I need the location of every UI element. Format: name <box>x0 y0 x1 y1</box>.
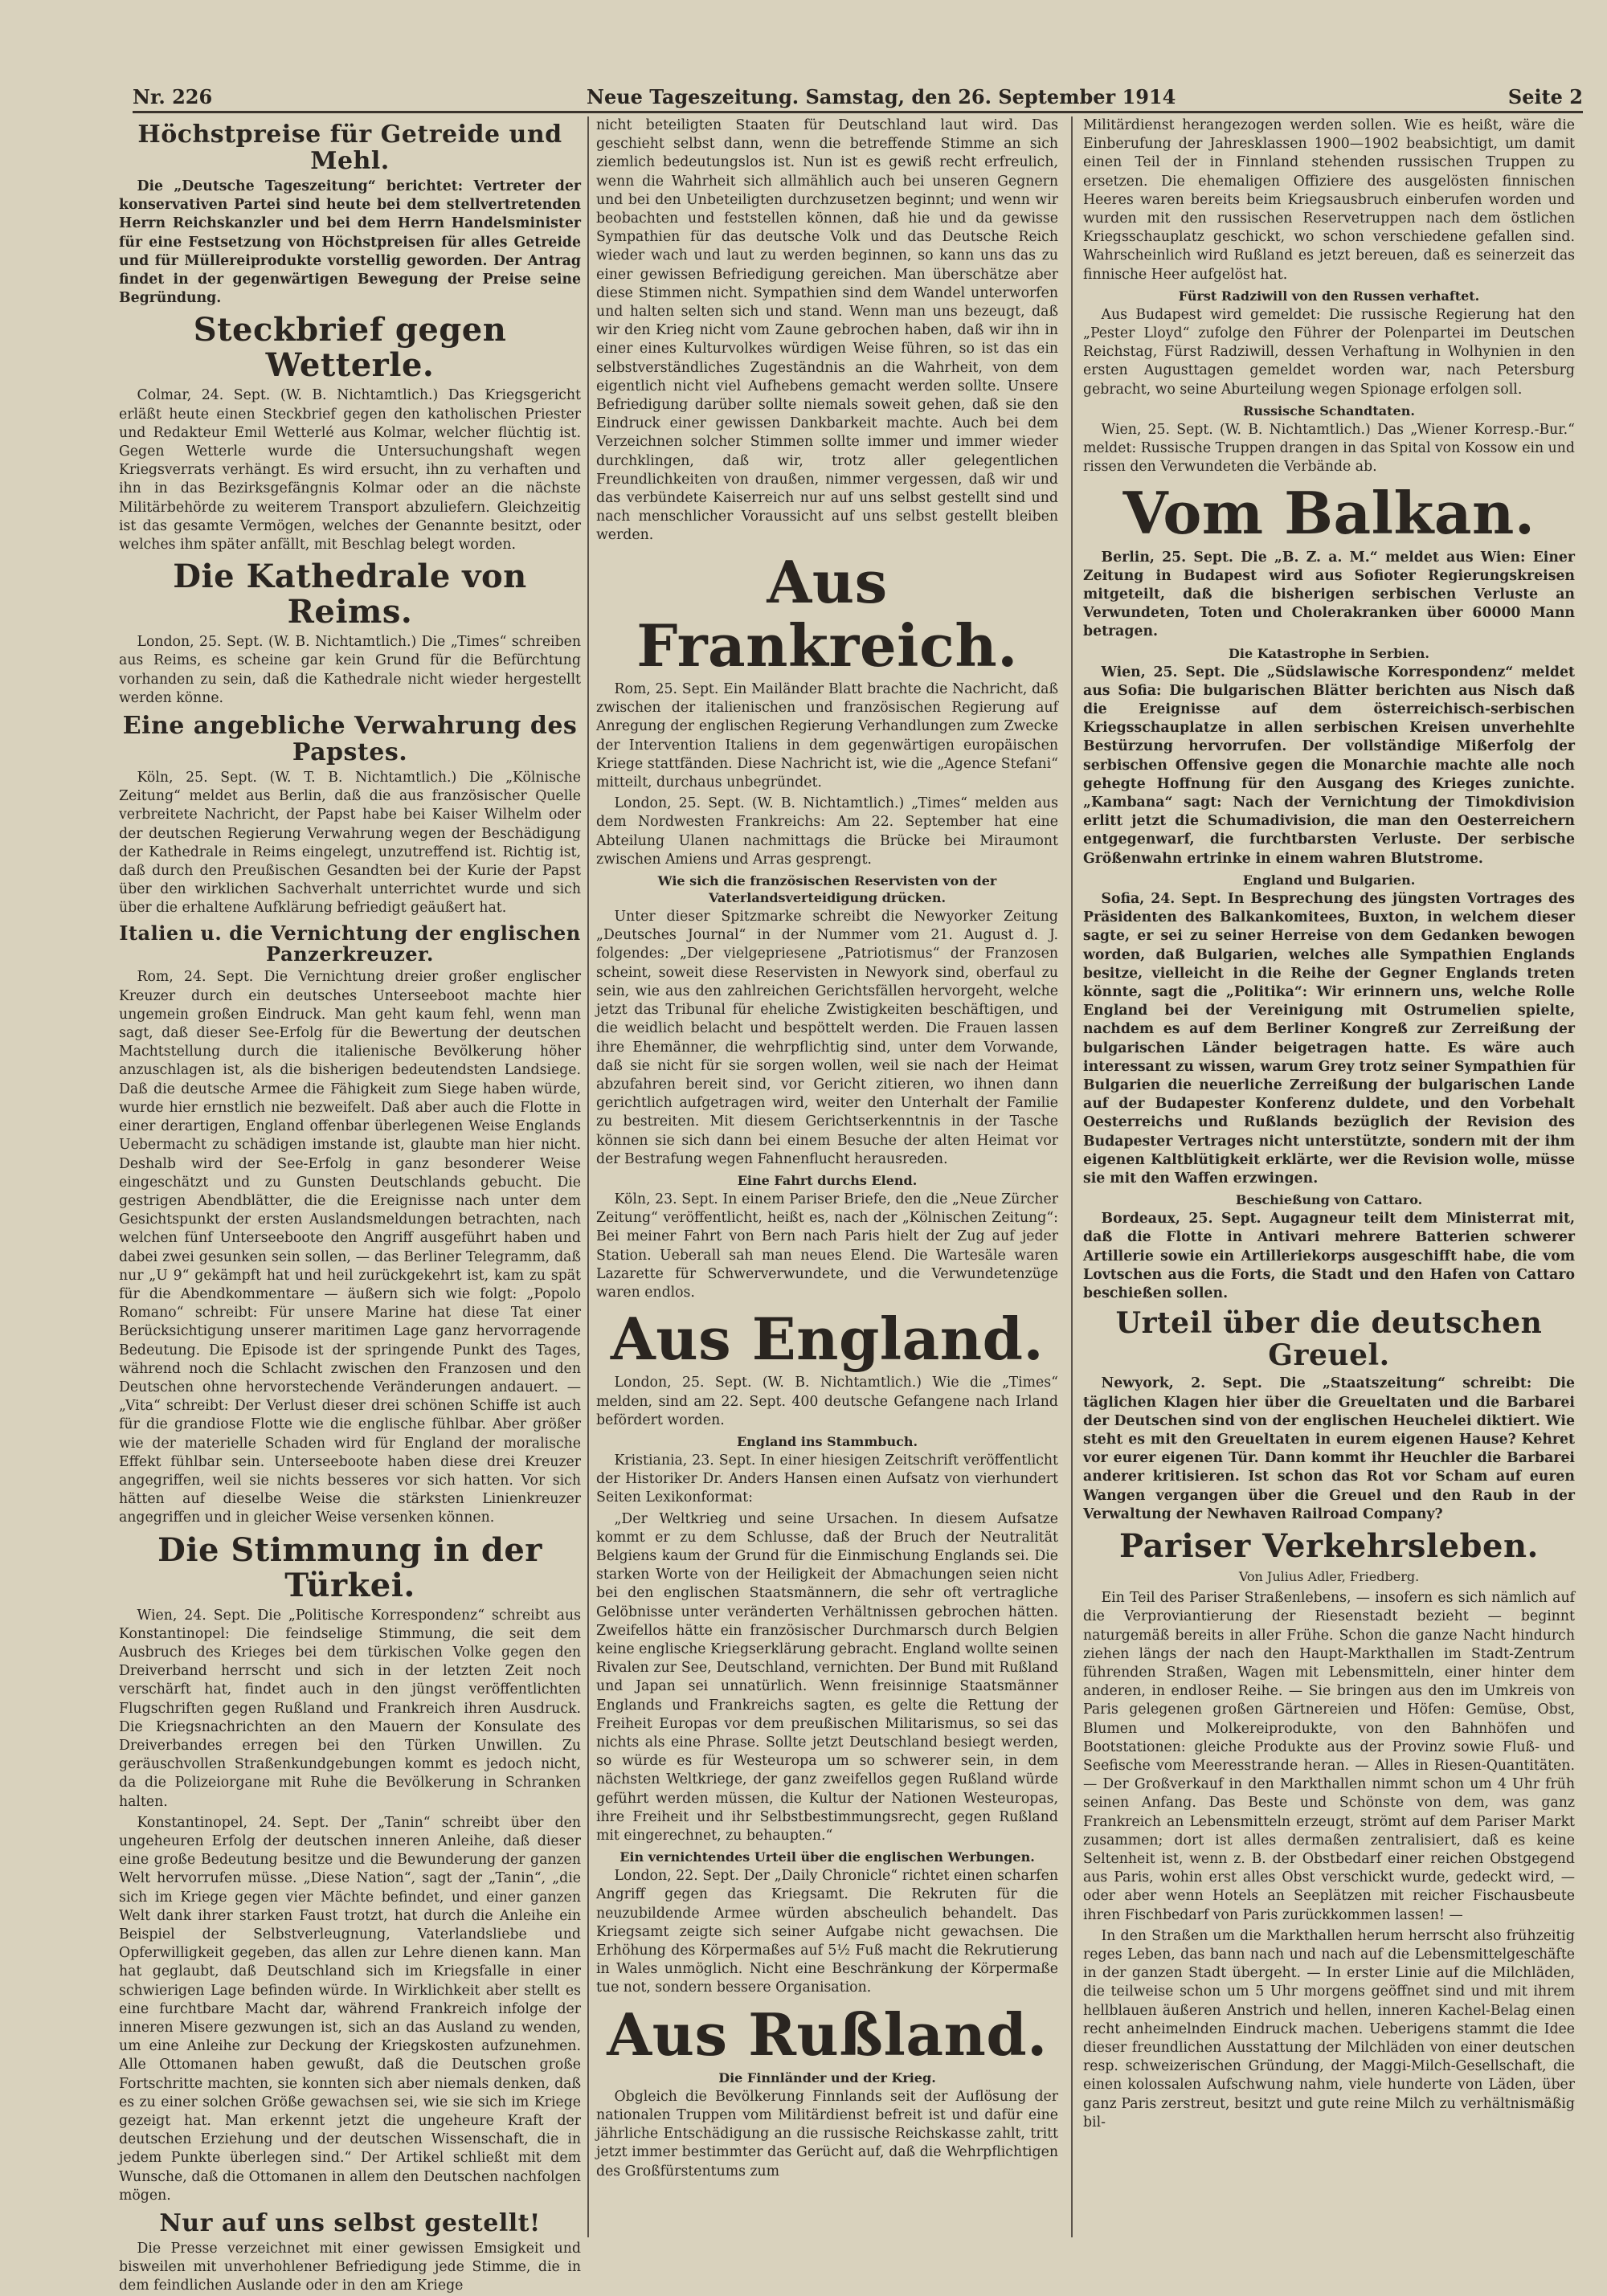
article-paragraph: Unter dieser Spitzmarke schreibt die Newyorker Zeitung „Deutsches Journal“ in der Nummer vom 21. August d. J. folgendes: „Der vielgepriesene „Patriotismus“ der Franzosen scheint, soweit diese Reservisten in Newyork sind, oberfaul zu sein, wie aus den zahlreichen Gerichtsfällen hervorgeht, welche jetzt das Tribunal für eheliche Zwistigkeiten beschäftigen, und die weidlich belacht und bespöttelt werden. Die Frauen lassen ihre Ehemänner, die wehrpflichtig sind, unter dem Vorwande, daß sie nicht für sie sorgen wollen, weil sie nach der Heimat abzufahren bereit sind, vor Gericht zitieren, wo ihnen dann gerichtlich aufgetragen wird, weiter den Unterhalt der Familie zu bestreiten. Mit diesem Gerichtserkenntnis in der Tasche können sie sich dann bei einem Besuche der alten Heimat vor der Bestrafung wegen Fahnenflucht herausreden. <box>596 909 1058 1167</box>
article-headline: Pariser Verkehrsleben. <box>1119 1526 1539 1565</box>
article-paragraph: Berlin, 25. Sept. Die „B. Z. a. M.“ meldet aus Wien: Einer Zeitung in Budapest wird aus Sofioter Regierungskreisen mitgeteilt, daß die bisherigen serbischen Verluste an Verwundeten, Toten und Cholerakranken über 60000 Mann betragen. <box>1083 549 1575 640</box>
article-subheading: Wie sich die französischen Reservisten von der Vaterlandsverteidigung drücken. <box>657 873 997 906</box>
article-paragraph: Wien, 25. Sept. Die „Südslawische Korrespondenz“ meldet aus Sofia: Die bulgarischen Blätter berichten aus Nisch daß die Ereignisse auf dem österreichisch-serbischen Kriegsschauplatze in allen serbischen Kreisen unverhehlte Bestürzung hervorrufen. Der vollständige Mißerfolg der serbischen Offensive gegen die Monarchie machte alle noch gehegte Hoffnung für den Ausgang des Krieges zunichte. „Kambana“ sagt: Nach der Vernichtung der Timokdivision erlitt jetzt die Schumadivision, die man den Oesterreichern entgegenwarf, die furchtbarsten Verluste. Der serbische Größenwahn ertrinke in einem wahren Blutstrome. <box>1083 664 1575 867</box>
article-paragraph: Colmar, 24. Sept. (W. B. Nichtamtlich.) Das Kriegsgericht erläßt heute einen Steckbrief gegen den katholischen Priester und Redakteur Emil Wetterlé aus Kolmar, welcher flüchtig ist. Gegen Wetterle wurde die Untersuchungshaft wegen Kriegsverrats verhängt. Es wird ersucht, ihn zu verhaften und ihn in das Bezirksgefängnis Kolmar oder an die nächste Militärbehörde zu weiterem Transport abzuliefern. Gleichzeitig ist das gesamte Vermögen, welches der Genannte besitzt, oder welches ihm später anfällt, mit Beschlag belegt worden. <box>119 387 581 554</box>
article-subheading: Russische Schandtaten. <box>1243 402 1415 419</box>
article-headline: Italien u. die Vernichtung der englischen Panzerkreuzer. <box>119 921 581 966</box>
article-paragraph: London, 25. Sept. (W. B. Nichtamtlich.) Wie die „Times“ melden, sind am 22. Sept. 400 deutsche Gefangene nach Irland befördert worden. <box>596 1375 1058 1428</box>
article-paragraph: Rom, 24. Sept. Die Vernichtung dreier großer englischer Kreuzer durch ein deutsches Unterseeboot machte hier ungemein großen Eindruck. Man geht kaum fehl, wenn man sagt, daß dieser See-Erfolg für die Bewertung der deutschen Machtstellung durch die italienische Bevölkerung höher anzuschlagen ist, als die bisherigen bedeutendsten Landsiege. Daß die deutsche Armee die Fähigkeit zum Siege haben würde, wurde hier ernstlich nie bezweifelt. Daß aber auch die Flotte in einer derartigen, England offenbar überlegenen Weise Englands Uebermacht zu schädigen imstande ist, glaubte man hier nicht. Deshalb wird der See-Erfolg in ganz besonderer Weise eingeschätzt und zu Gunsten Deutschlands gebucht. Die gestrigen Abendblätter, die die Ereignisse nach unter dem Gesichtspunkt der ersten Auslandsmeldungen betrachten, nach welchen fünf Unterseeboote den Angriff ausgeführt haben und dabei zwei gesunken sein sollen, — das Berliner Telegramm, daß nur „U 9“ gekämpft hat und heil zurückgekehrt ist, kam zu spät für die Abendkommentare — äußern sich wie folgt: „Popolo Romano“ schreibt: Für unsere Marine hat diese Tat einer Berücksichtigung unserer maritimen Lage ganz hervorragende Bedeutung. Die Episode ist der springende Punkt des Tages, während noch die Schlacht zwischen den Franzosen und den Deutschen ohne hervorstechende Veränderungen andauert. — „Vita“ schreibt: Der Verlust dieser drei schönen Schiffe ist auch für die grandiose Flotte wie die englische fühlbar. Aber größer wie der materielle Schaden wird für England der moralische Effekt fühlbar sein. Unterseeboote haben diese drei Kreuzer angegriffen, weil sie nichts besseres vor sich hatten. Vor sich hätten auf dieselbe Weise die stärksten Linienkreuzer angegriffen und in gleicher Weise versenken können. <box>119 969 581 1526</box>
article-subheading: Beschießung von Cattaro. <box>1235 1192 1423 1208</box>
article-paragraph: nicht beteiligten Staaten für Deutschland laut wird. Das geschieht selbst dann, wenn die betreffende Stimme an sich ziemlich bedeutungslos ist. Nun ist es gewiß recht erfreulich, wenn die Wahrheit sich allmählich auch bei unseren Gegnern und bei den Unbeteiligten durchzusetzen beginnt; und wenn wir beobachten und feststellen können, daß hie und da gewisse Sympathien für das deutsche Volk und das Deutsche Reich wieder wach und laut zu werden beginnen, so kann uns das zu einer gewissen Befriedigung gereichen. Man überschätze aber diese Stimmen nicht. Sympathien sind dem Wandel unterworfen und halten selten sich und stand. Wenn man uns bezeugt, daß wir den Krieg nicht vom Zaune gebrochen haben, daß wir ihn in einer eines Kulturvolkes würdigen Weise führen, so ist das ein selbstverständliches Zugeständnis an die Wahrheit, von dem eigentlich nicht viel Aufhebens gemacht werden sollte. Unsere Befriedigung darüber sollte niemals soweit gehen, daß sie den Eindruck einer gewissen Dankbarkeit machte. Auch bei dem Verzeichnen solcher Stimmen sollte immer und immer wieder durchklingen, daß wir, trotz aller gelegentlichen Freundlichkeiten von draußen, nimmer vergessen, daß wir und das verbündete Kaiserreich nur auf uns selbst gestellt sind und nach menschlicher Voraussicht auf uns selbst gestellt bleiben werden. <box>596 117 1058 544</box>
article-paragraph: Obgleich die Bevölkerung Finnlands seit der Auflösung der nationalen Truppen vom Militärdienst befreit ist und dafür eine jährliche Entschädigung an die russische Reichskasse zahlt, tritt jetzt immer bestimmter das Gerücht auf, daß die Wehrpflichtigen des Großfürstentums zum <box>596 2088 1058 2180</box>
article-headline: Steckbrief gegen Wetterle. <box>193 311 507 385</box>
issue-number: Nr. 226 <box>133 85 213 108</box>
article-paragraph: „Der Weltkrieg und seine Ursachen. In diesem Aufsatze kommt er zu dem Schlusse, daß der Bruch der Neutralität Belgiens kaum der Grund für die Einmischung Englands sei. Die starken Worte von der Heiligkeit der Abmachungen seien nicht bei den englischen Staatsmännern, die sehr oft vertragliche Gelöbnisse unter veränderten Verhältnissen gebrochen hätten. Zweifellos hätte ein französischer Durchmarsch durch Belgien keine englische Kriegserklärung gebracht. England wollte seinen Rivalen zur See, Deutschland, vernichten. Der Bund mit Rußland und Japan sei unnatürlich. Wenn freisinnige Staatsmänner Englands und Frankreichs sagten, es gelte die Rettung der Freiheit Europas vor dem preußischen Militarismus, so sei das nichts als eine Phrase. Sollte jetzt Deutschland besiegt werden, so würde es für Westeuropa um so schwerer sein, in dem nächsten Weltkriege, der ganz zweifellos gegen Rußland würde geführt werden müssen, die Kultur der Nationen Westeuropas, ihre Freiheit und ihr Selbstbestimmungsrecht, gegen Rußland mit eingerechnet, zu behaupten.“ <box>596 1510 1058 1844</box>
column-3 <box>1083 116 1575 2237</box>
article-paragraph: Kristiania, 23. Sept. In einer hiesigen Zeitschrift veröffentlicht der Historiker Dr. Anders Hansen einen Aufsatz von vierhundert Seiten Lexikonformat: <box>596 1452 1058 1506</box>
article-paragraph: Ein Teil des Pariser Straßenlebens, — insofern es sich nämlich auf die Verproviantierung der Riesenstadt bezieht — beginnt naturgemäß bereits in aller Frühe. Schon die ganze Nacht hindurch ziehen längs der nach den Haupt-Markthallen im Stadt-Zentrum führenden Straßen, Wagen mit Lebensmitteln, einer hinter dem anderen, in endloser Reihe. — Sie bringen aus den im Umkreis von Paris gelegenen großen Gärtnereien und Höfen: Gemüse, Obst, Blumen und Molkereiprodukte, von den Bahnhöfen und Bootstationen: gleiche Produkte aus der Provinz sowie Fluß- und Seefische vom Meeresstrande heran. — Alles in Riesen-Quantitäten. — Der Großverkauf in den Markthallen nimmt schon um 4 Uhr früh seinen Anfang. Das Beste und Schönste von dem, was ganz Frankreich an Lebensmitteln erzeugt, strömt auf dem Pariser Markt zusammen; dort ist alles dermaßen zentralisiert, daß es keine Seltenheit ist, wenn z. B. der Obstbedarf einer reichen Obstgegend aus Paris, wohin erst alles Obst verschickt wurde, gedeckt wird, — oder aber wenn Hotels an Seeplätzen mit reicher Fischausbeute ihren Fischbedarf von Paris zurückkommen lassen! — <box>1083 1590 1575 1923</box>
article-paragraph: London, 22. Sept. Der „Daily Chronicle“ richtet einen scharfen Angriff gegen das Kriegsamt. Die Rekruten für die neuzubildende Armee würden abscheulich behandelt. Das Kriegsamt zeigte sich seiner Aufgabe nicht gewachsen. Die Erhöhung des Körpermaßes auf 5½ Fuß macht die Rekrutierung in Wales unmöglich. Nicht eine Beschränkung der Körpermaße tue not, sondern bessere Organisation. <box>596 1868 1058 1996</box>
article-paragraph: Die „Deutsche Tageszeitung“ berichtet: Vertreter der konservativen Partei sind heute bei dem stellvertretenden Herrn Reichskanzler und bei dem Herrn Handelsminister für eine Festsetzung von Höchstpreisen für alles Getreide und für Müllereiprodukte vorstellig geworden. Der Antrag findet in der gegenwärtigen Bewegung der Preise seine Begründung. <box>119 178 581 307</box>
section-headline: Aus Rußland. <box>607 2000 1048 2069</box>
article-subheading: England und Bulgarien. <box>1242 872 1416 888</box>
article-paragraph: Bordeaux, 25. Sept. Augagneur teilt dem Ministerrat mit, daß die Flotte in Antivari mehrere Batterien schwerer Artillerie sowie ein Artilleriekorps ausgeschifft habe, die vom Lovtschen aus die Forts, die Stadt und den Hafen von Cattaro beschießen sollen. <box>1083 1211 1575 1301</box>
article-paragraph: Wien, 24. Sept. Die „Politische Korrespondenz“ schreibt aus Konstantinopel: Die feindselige Stimmung, die seit dem Ausbruch des Krieges bei dem türkischen Volke gegen den Dreiverband herrscht und sich in der letzten Zeit noch verschärft hat, findet auch in den jüngst veröffentlichten Flugschriften gegen Rußland und Frankreich ihren Ausdruck. Die Kriegsnachrichten an den Mauern der Konsulate des Dreiverbandes erregen bei den Türken Unwillen. Zu geräuschvollen Straßenkundgebungen kommt es jedoch nicht, da die Polizeiorgane mit Ruhe die Bevölkerung in Schranken halten. <box>119 1607 581 1810</box>
article-headline: Die Kathedrale von Reims. <box>173 558 527 631</box>
article-paragraph: Konstantinopel, 24. Sept. Der „Tanin“ schreibt über den ungeheuren Erfolg der deutschen inneren Anleihe, daß dieser eine große Bedeutung besitze und die Bewunderung der ganzen Welt hervorrufen müsse. „Diese Nation“, sagt der „Tanin“, „die sich im Kriege gegen vier Mächte befindet, und einer ganzen Welt dank ihrer starken Faust trotzt, hat durch die Anleihe ein Beispiel der Selbstverleugnung, Vaterlandsliebe und Opferwilligkeit gegeben, das allen zur Lehre dienen kann. Man hat geglaubt, daß Deutschland sich im Kriegsfalle in einer schwierigen Lage befinden würde. In Wirklichkeit aber stellt es eine furchtbare Macht dar, während Frankreich infolge der inneren Misere gezwungen ist, sich an das Ausland zu wenden, um eine Anleihe zur Deckung der Kriegskosten aufzunehmen. Alle Ottomanen haben gewußt, daß die Deutschen große Fortschritte machten, sie konnten sich aber niemals denken, daß es zu einer solchen Größe gewachsen sei, wie sie sich im Kriege gezeigt hat. Man erkennt jetzt die ungeheure Kraft der deutschen Erziehung und der deutschen Wissenschaft, die in jedem Punkte überlegen sind.“ Der Artikel schließt mit dem Wunsche, daß die Ottomanen in allem den Deutschen nachfolgen mögen. <box>119 1814 581 2204</box>
article-headline: Höchstpreise für Getreide und Mehl. <box>137 121 562 175</box>
section-headline: Aus England. <box>610 1305 1045 1374</box>
article-paragraph: Die Presse verzeichnet mit einer gewissen Emsigkeit und bisweilen mit unverhohlener Befriedigung jede Stimme, die in dem feindlichen Auslande oder in den am Kriege <box>119 2241 581 2294</box>
article-paragraph: Köln, 25. Sept. (W. T. B. Nichtamtlich.) Die „Kölnische Zeitung“ meldet aus Berlin, daß die aus französischer Quelle verbreitete Nachricht, der Papst habe bei Kaiser Wilhelm oder der deutschen Regierung Verwahrung wegen der Beschädigung der Kathedrale in Reims eingelegt, unzutreffend ist. Richtig ist, daß durch den Preußischen Gesandten bei der Kurie der Papst über den wirklichen Sachverhalt unterrichtet wurde und sich über die erhaltene Aufklärung befriedigt geäußert hat. <box>119 770 581 917</box>
column-1 <box>119 116 581 2294</box>
article-byline: Von Julius Adler, Friedberg. <box>1238 1568 1420 1584</box>
article-subheading: Ein vernichtendes Urteil über die englischen Werbungen. <box>619 1849 1035 1865</box>
section-headline: Aus Frankreich. <box>636 547 1018 680</box>
article-paragraph: Rom, 25. Sept. Ein Mailänder Blatt brachte die Nachricht, daß zwischen der italienischen und französischen Regierung auf Anregung der englischen Regierung Verhandlungen zum Zwecke der Intervention Italiens in dem gegenwärtigen europäischen Kriege stattfänden. Diese Nachricht ist, wie die „Agence Stefani“ mitteilt, durchaus unbegründet. <box>596 681 1058 791</box>
article-paragraph: Aus Budapest wird gemeldet: Die russische Regierung hat den „Pester Lloyd“ zufolge den Führer der Polenpartei im Deutschen Reichstag, Fürst Radziwill, dessen Verhaftung in Wolhynien in den ersten Augusttagen gemeldet worden war, nach Petersburg gebracht, wo seine Aburteilung wegen Spionage erfolgen soll. <box>1083 306 1575 398</box>
article-paragraph: Newyork, 2. Sept. Die „Staatszeitung“ schreibt: Die täglichen Klagen hier über die Greueltaten und die Barbarei der Deutschen sind von der englischen Heuchelei diktiert. Wie steht es mit den Greueltaten in eurem eigenen Hause? Kehret vor eurer eigenen Tür. Dann kommt ihr Heuchler die Barbarei anderer kritisieren. Ist schon das Rot vor Scham auf euren Wangen vergangen über die Greuel und den Raub in der Verwaltung der Newhaven Railroad Company? <box>1083 1375 1575 1522</box>
article-paragraph: Wien, 25. Sept. (W. B. Nichtamtlich.) Das „Wiener Korresp.-Bur.“ meldet: Russische Truppen drangen in das Spital von Kossow ein und rissen den Verwundeten die Verbände ab. <box>1083 421 1575 476</box>
section-headline: Vom Balkan. <box>1122 479 1535 548</box>
page-header <box>133 84 1583 113</box>
paper-title-date: Neue Tageszeitung. Samstag, den 26. September 1914 <box>587 85 1176 108</box>
article-subheading: Die Finnländer und der Krieg. <box>718 2069 936 2086</box>
article-paragraph: Sofia, 24. Sept. In Besprechung des jüngsten Vortrages des Präsidenten des Balkankomitees, Buxton, in welchem dieser sagte, er sei zu seiner Herreise von dem Gedanken bewogen worden, daß Bulgarien, welches alle Sympathien Englands besitze, vielleicht in die Reihe der Gegner Englands treten könnte, sagt die „Politika“: Wir erinnern uns, welche Rolle England bei der Vereinigung mit Ostrumelien spielte, nachdem es auf dem Berliner Kongreß zur Zerreißung der bulgarischen Länder beigetragen hatte. Es wäre auch interessant zu wissen, warum Grey trotz seiner Sympathien für Bulgarien die neuerliche Zerreißung der bulgarischen Lande auf der Budapester Konferenz duldete, und den Vorbehalt Oesterreichs und Rußlands bezüglich der Revision des Budapester Vertrages nicht unterstützte, sondern mit der ihm eigenen Kaltblütigkeit erklärte, wer die Revision wolle, müsse sie mit den Waffen erzwingen. <box>1083 890 1575 1187</box>
article-headline: Nur auf uns selbst gestellt! <box>159 2209 541 2238</box>
article-paragraph: London, 25. Sept. (W. B. Nichtamtlich.) „Times“ melden aus dem Nordwesten Frankreichs: Am 22. September hat eine Abteilung Ulanen nachmittags die Brücke bei Miraumont zwischen Amiens und Arras gesprengt. <box>596 795 1058 868</box>
article-paragraph: In den Straßen um die Markthallen herum herrscht also frühzeitig reges Leben, das bann nach und nach auf die Lebensmittelgeschäfte in der ganzen Stadt übergeht. — In erster Linie auf die Milchläden, die teilweise schon um 5 Uhr morgens geöffnet sind und mit ihrem hellblauen äußeren Anstrich und hellen, inneren Kachel-Belag einen recht anheimelnden Eindruck machen. Ueberigens stammt die Idee dieser freundlichen Ausstattung der Milchläden von einer deutschen resp. schweizerischen Gründung, der Maggi-Milch-Gesellschaft, die einen kolossalen Aufschwung nahm, viele hunderte von Läden, über ganz Paris zerstreut, besitzt und gute reine Milch zu verhältnismäßig bil- <box>1083 1927 1575 2131</box>
page-number: Seite 2 <box>1507 85 1583 108</box>
article-paragraph: Köln, 23. Sept. In einem Pariser Briefe, den die „Neue Zürcher Zeitung“ veröffentlicht, heißt es, nach der „Kölnischen Zeitung“: Bei meiner Fahrt von Bern nach Paris hielt der Zug auf jeder Station. Ueberall sah man neues Elend. Die Wartesäle waren Lazarette für Schwerverwundete, und die Verwundetenzüge waren endlos. <box>596 1191 1058 1301</box>
article-subheading: Die Katastrophe in Serbien. <box>1229 645 1429 661</box>
article-paragraph: London, 25. Sept. (W. B. Nichtamtlich.) Die „Times“ schreiben aus Reims, es scheine gar kein Grund für die Befürchtung vorhanden zu sein, daß die Kathedrale nicht wieder hergestellt werden könne. <box>119 634 581 706</box>
article-subheading: Eine Fahrt durchs Elend. <box>737 1172 918 1188</box>
column-rule <box>1071 116 1073 2237</box>
article-subheading: England ins Stammbuch. <box>736 1433 918 1449</box>
article-subheading: Fürst Radziwill von den Russen verhaftet. <box>1178 288 1480 304</box>
article-headline: Urteil über die deutschen Greuel. <box>1115 1306 1543 1372</box>
article-paragraph: Militärdienst herangezogen werden sollen. Wie es heißt, wäre die Einberufung der Jahresklassen 1900—1902 beabsichtigt, um damit einen Teil der in Finnland stehenden russischen Truppen zu ersetzen. Die ehemaligen Offiziere des ausgelösten finnischen Heeres waren bereits beim Kriegsausbruch einberufen worden und wurden mit den russischen Reservetruppen nach dem östlichen Kriegsschauplatz geschickt, wo schon verschiedene gefallen sind. Wahrscheinlich wird Rußland es jetzt bereuen, daß es seinerzeit das finnische Heer aufgelöst hat. <box>1083 117 1575 283</box>
article-headline: Die Stimmung in der Türkei. <box>157 1530 542 1604</box>
column-rule <box>587 116 589 2237</box>
article-headline: Eine angebliche Verwahrung des Papstes. <box>122 712 578 767</box>
column-2 <box>596 116 1058 2237</box>
